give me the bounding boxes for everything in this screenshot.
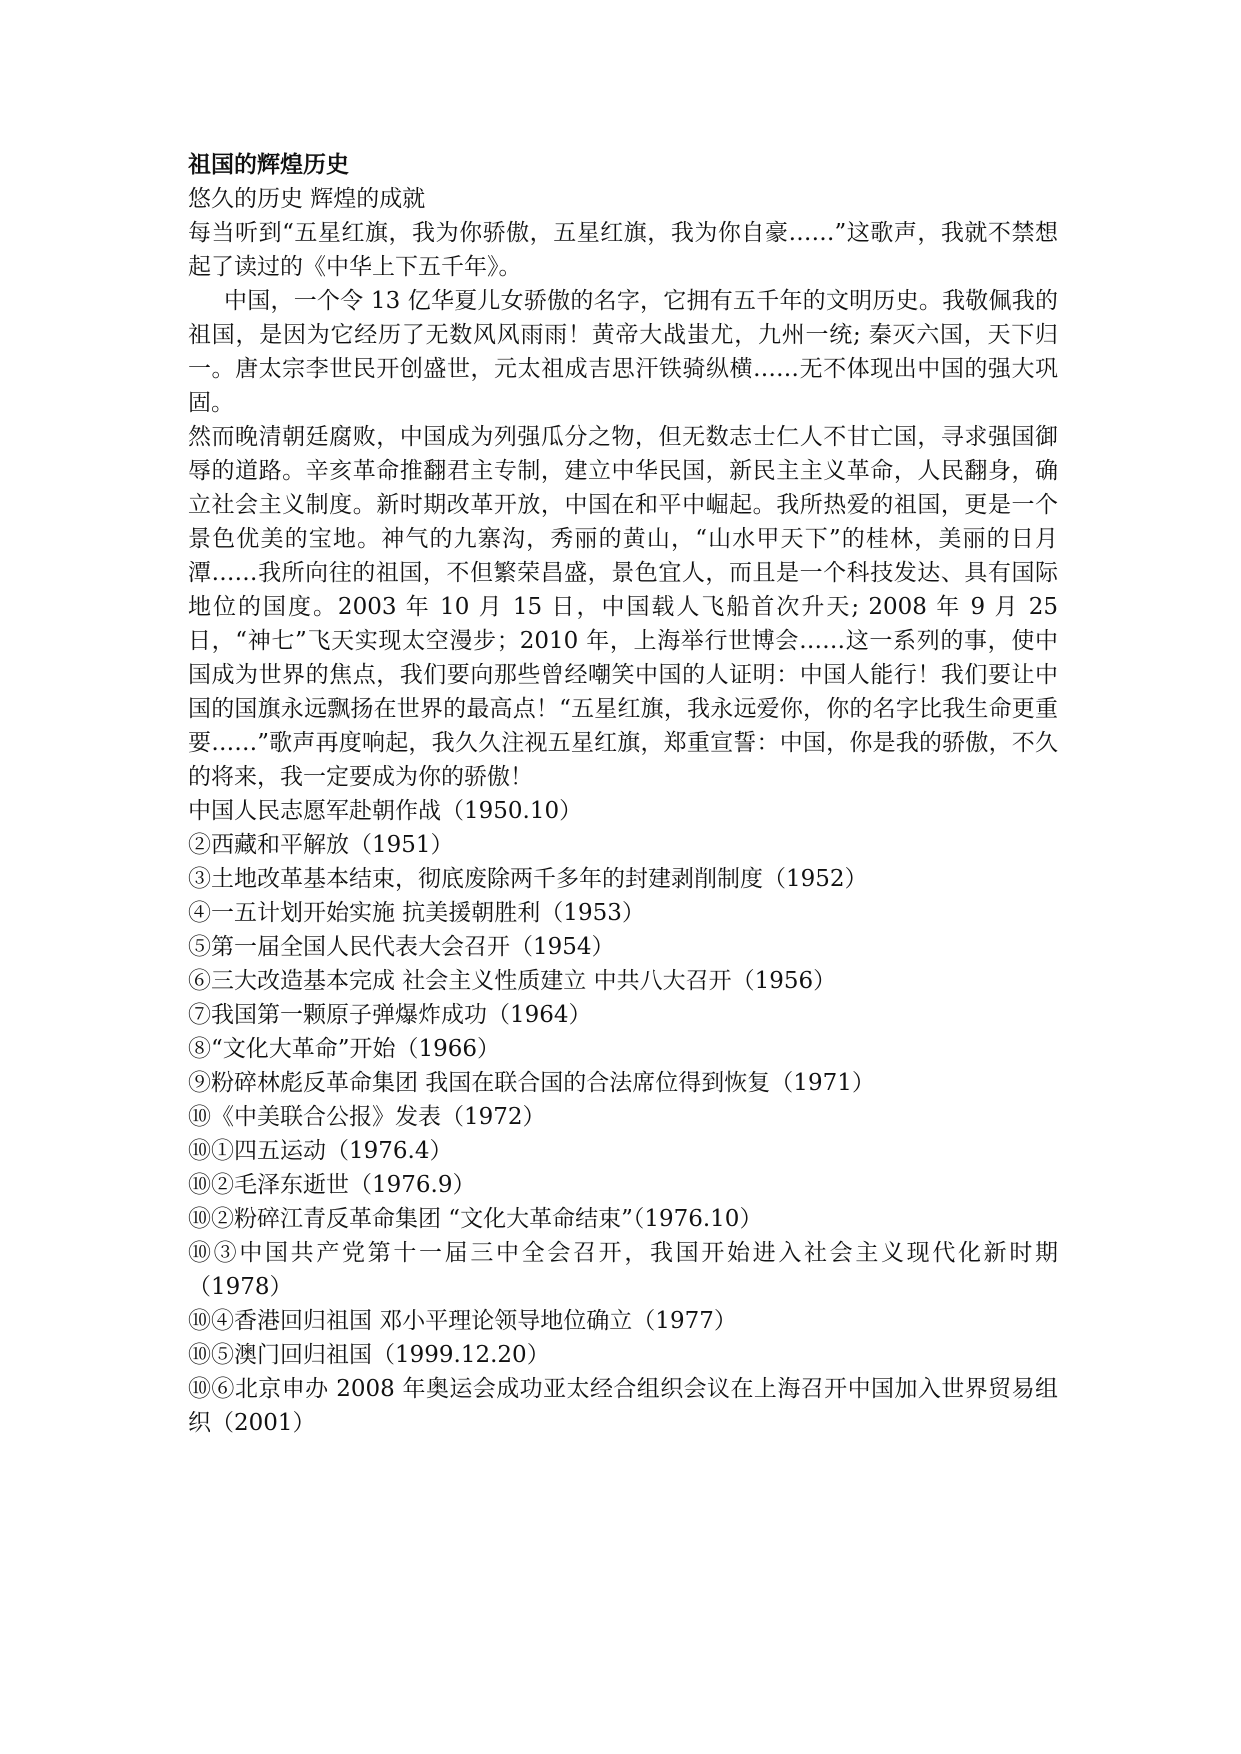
document-subtitle: 悠久的历史 辉煌的成就 — [188, 186, 426, 212]
list-item: ②西藏和平解放（1951） — [188, 832, 454, 858]
list-item: ⑦我国第一颗原子弹爆炸成功（1964） — [188, 1002, 592, 1028]
list-item: ⑩④香港回归祖国 邓小平理论领导地位确立（1977） — [188, 1308, 737, 1334]
document-title: 祖国的辉煌历史 — [188, 151, 349, 178]
list-item: ⑨粉碎林彪反革命集团 我国在联合国的合法席位得到恢复（1971） — [188, 1070, 875, 1096]
paragraph-intro: 每当听到“五星红旗，我为你骄傲，五星红旗，我为你自豪……”这歌声，我就不禁想起了读过的《中华上下五千年》。 — [188, 220, 1058, 280]
list-item: ⑤第一届全国人民代表大会召开（1954） — [188, 934, 615, 960]
paragraph-modern: 然而晚清朝廷腐败，中国成为列强瓜分之物，但无数志士仁人不甘亡国，寻求强国御辱的道路。辛亥革命推翻君主专制，建立中华民国，新民主主义革命，人民翻身，确立社会主义制度。新时期改革开放，中国在和平中崛起。我所热爱的祖国，更是一个景色优美的宝地。神气的九寨沟，秀丽的黄山，“山水甲天下”的桂林，美丽的日月潭……我所向往的祖国，不但繁荣昌盛，景色宜人，而且是一个科技发达、具有国际地位的国度。2003 年 10 月 15 日，中国载人飞船首次升天; 2008 年 9 月 25 日，“神七”飞天实现太空漫步；2010 年，上海举行世博会……这一系列的事，使中国成为世界的焦点，我们要向那些曾经嘲笑中国的人证明：中国人能行！我们要让中国的国旗永远飘扬在世界的最高点！“五星红旗，我永远爱你，你的名字比我生命更重要……”歌声再度响起，我久久注视五星红旗，郑重宣誓：中国，你是我的骄傲，不久的将来，我一定要成为你的骄傲！ — [188, 424, 1058, 790]
list-item: 中国人民志愿军赴朝作战（1950.10） — [188, 798, 583, 824]
list-item: ⑩⑥北京申办 2008 年奥运会成功亚太经合组织会议在上海召开中国加入世界贸易组织（2001） — [188, 1376, 1058, 1436]
paragraph-history: 中国，一个令 13 亿华夏儿女骄傲的名字，它拥有五千年的文明历史。我敬佩我的祖国，是因为它经历了无数风风雨雨！黄帝大战蚩尤，九州一统; 秦灭六国，天下归一。唐太宗李世民开创盛世，元太祖成吉思汗铁骑纵横……无不体现出中国的强大巩固。 — [188, 288, 1058, 416]
list-item: ⑩《中美联合公报》发表（1972） — [188, 1104, 546, 1130]
list-item: ⑩⑤澳门回归祖国（1999.12.20） — [188, 1342, 550, 1368]
events-list — [188, 794, 1058, 1440]
document-body — [188, 148, 1058, 1440]
list-item: ⑧“文化大革命”开始（1966） — [188, 1036, 501, 1062]
list-item: ③土地改革基本结束，彻底废除两千多年的封建剥削制度（1952） — [188, 866, 868, 892]
list-item: ⑩③中国共产党第十一届三中全会召开，我国开始进入社会主义现代化新时期（1978） — [188, 1240, 1058, 1300]
list-item: ④一五计划开始实施 抗美援朝胜利（1953） — [188, 900, 645, 926]
list-item: ⑩②粉碎江青反革命集团 “文化大革命结束”（1976.10） — [188, 1206, 763, 1232]
list-item: ⑥三大改造基本完成 社会主义性质建立 中共八大召开（1956） — [188, 968, 837, 994]
list-item: ⑩①四五运动（1976.4） — [188, 1138, 453, 1164]
list-item: ⑩②毛泽东逝世（1976.9） — [188, 1172, 476, 1198]
